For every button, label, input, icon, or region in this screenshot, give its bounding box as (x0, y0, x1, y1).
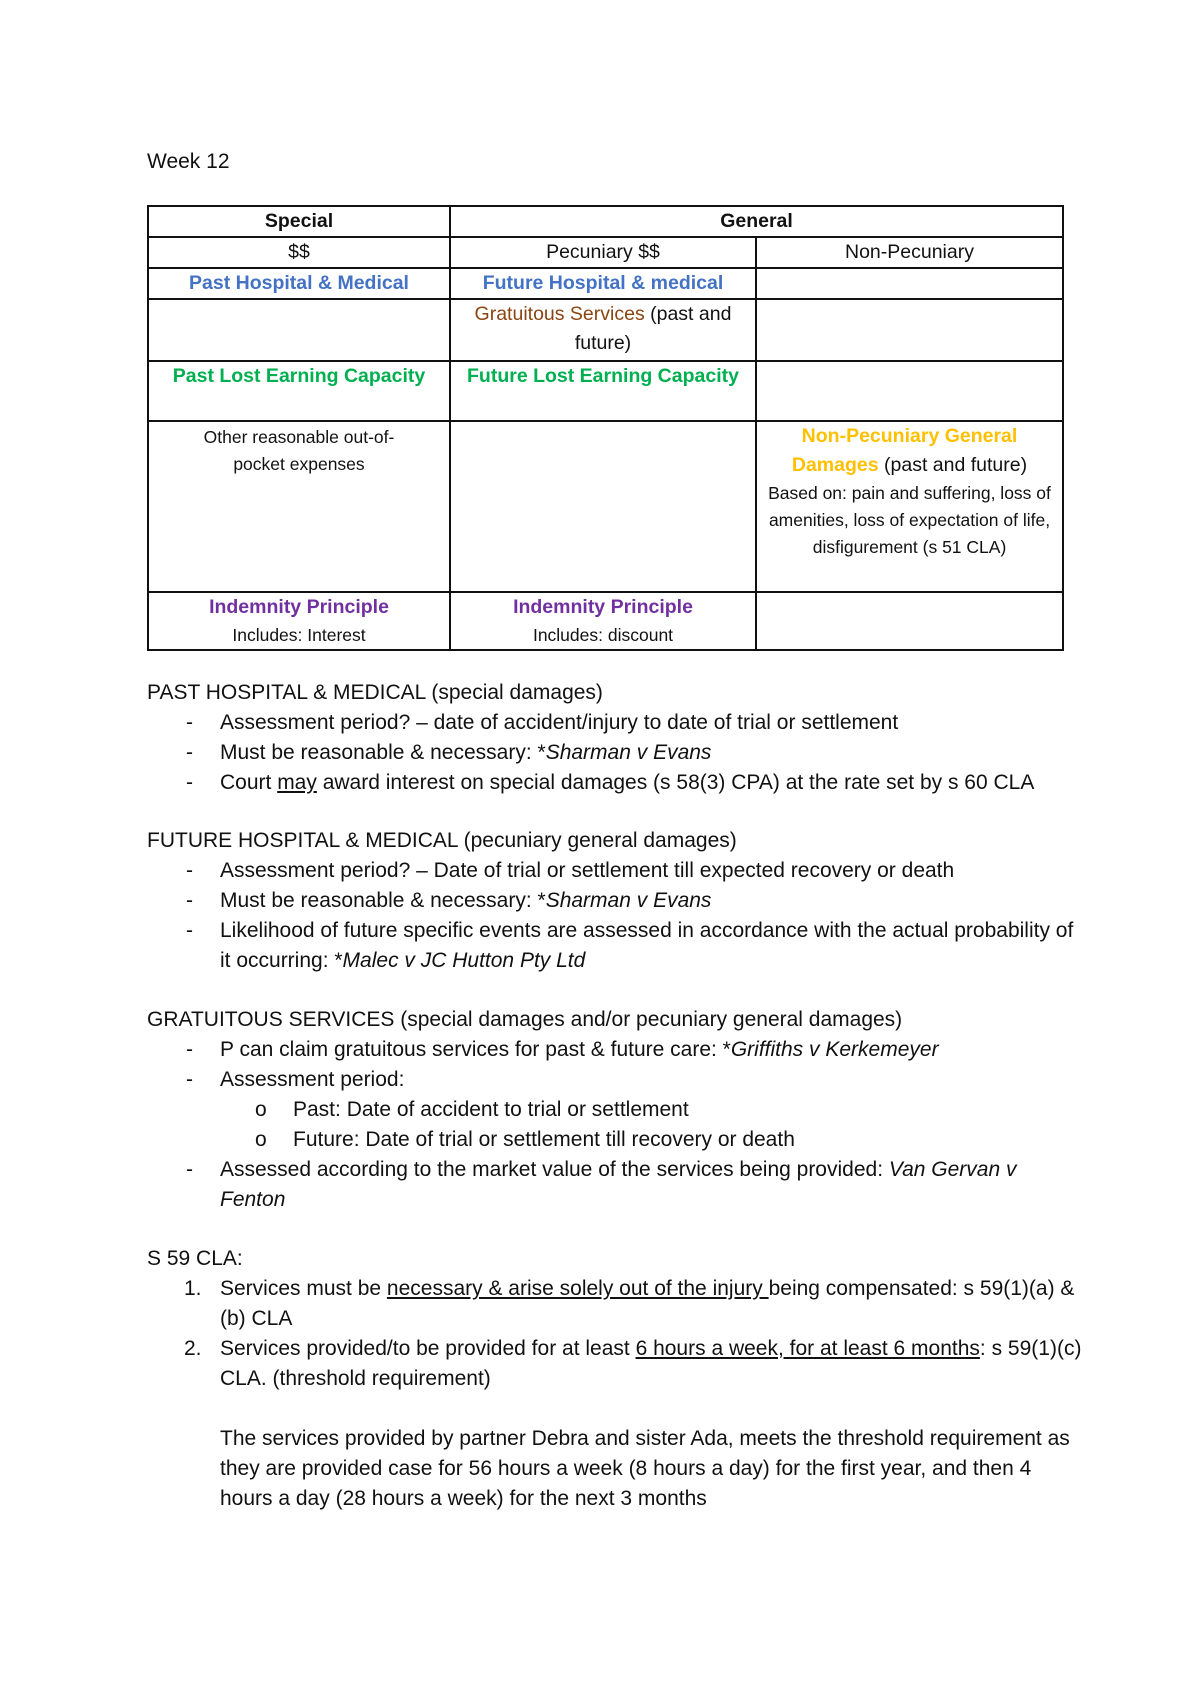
threshold-paragraph: The services provided by partner Debra and sister Ada, meets the threshold requirement as they are provided case for 56 hours a week (8 hours a day) for the first year, and then 4 hours a day (28 hours a week) for the next 3 months (220, 1427, 1070, 1510)
bullet: - P can claim gratuitous services for past & future care: *Griffiths v Kerkemeyer (147, 1035, 1087, 1065)
cell-indemnity-general (450, 592, 756, 650)
bullet: - Assessment period: o Past: Date of accident to trial or settlement o Future: Date of trial or settlement till recovery or death (147, 1065, 1087, 1155)
indemnity-note: Includes: Interest (232, 625, 366, 645)
case-citation: Malec v JC Hutton Pty Ltd (342, 949, 586, 972)
section-s59-cla (147, 1244, 1087, 1514)
week-title: Week 12 (147, 150, 230, 173)
sub-bullet: o Future: Date of trial or settlement till recovery or death (147, 1125, 1087, 1155)
cell-future-lost-earning: Future Lost Earning Capacity (450, 361, 756, 421)
cell-non-pecuniary-damages (756, 421, 1063, 592)
numbered-item: 2. Services provided/to be provided for at least 6 hours a week, for at least 6 months: s 59(1)(c) CLA. (threshold requirement) (184, 1337, 1082, 1390)
subheader-special: $$ (148, 237, 450, 268)
section-heading: S 59 CLA: (147, 1247, 243, 1270)
damages-table (147, 205, 1064, 651)
cell-future-hospital: Future Hospital & medical (450, 268, 756, 299)
cell-past-lost-earning: Past Lost Earning Capacity (148, 361, 450, 421)
cell-empty (756, 268, 1063, 299)
cell-empty (756, 299, 1063, 361)
underlined-phrase: necessary & arise solely out of the injury (386, 1277, 769, 1300)
header-general: General (450, 206, 1063, 237)
indemnity-label: Indemnity Principle (513, 596, 693, 618)
section-gratuitous-services (147, 1005, 1087, 1215)
npgd-suffix: (past and future) (884, 454, 1028, 476)
header-special: Special (148, 206, 450, 237)
bullet: - Must be reasonable & necessary: *Sharman v Evans (147, 738, 1087, 768)
gratuitous-label: Gratuitous Services (474, 303, 645, 325)
section-future-hospital (147, 826, 1087, 976)
bullet: - Assessment period? – date of accident/injury to date of trial or settlement (147, 708, 1087, 738)
case-citation: Sharman v Evans (545, 889, 712, 912)
case-citation: Griffiths v Kerkemeyer (730, 1038, 939, 1061)
cell-other-expenses: Other reasonable out-of-pocket expenses (148, 421, 450, 592)
cell-past-hospital: Past Hospital & Medical (148, 268, 450, 299)
cell-empty (148, 299, 450, 361)
case-citation: Van Gervan v Fenton (220, 1158, 1017, 1211)
bullet: - Likelihood of future specific events are assessed in accordance with the actual probability of it occurring: *Malec v JC Hutton Pty Ltd (147, 916, 1087, 976)
section-heading: GRATUITOUS SERVICES (special damages and/or pecuniary general damages) (147, 1008, 903, 1031)
bullet: - Assessment period? – Date of trial or settlement till expected recovery or death (147, 856, 1087, 886)
cell-empty (756, 592, 1063, 650)
indemnity-label: Indemnity Principle (209, 596, 389, 618)
subheader-pecuniary: Pecuniary $$ (450, 237, 756, 268)
gratuitous-suffix: (past and future) (574, 303, 732, 354)
cell-empty (450, 421, 756, 592)
bullet: - Assessed according to the market value of the services being provided: Van Gervan v Fenton (147, 1155, 1087, 1215)
case-citation: Sharman v Evans (545, 741, 712, 764)
section-heading: PAST HOSPITAL & MEDICAL (special damages) (147, 681, 603, 704)
underlined-word: may (277, 771, 317, 794)
sub-bullet: o Past: Date of accident to trial or settlement (147, 1095, 1087, 1125)
npgd-label: Non-Pecuniary General Damages (791, 425, 1018, 476)
section-heading: FUTURE HOSPITAL & MEDICAL (pecuniary general damages) (147, 829, 737, 852)
cell-indemnity-special (148, 592, 450, 650)
npgd-basis: Based on: pain and suffering, loss of amenities, loss of expectation of life, disfigurement (s 51 CLA) (768, 483, 1051, 557)
section-past-hospital (147, 678, 1087, 798)
bullet: - Court may award interest on special damages (s 58(3) CPA) at the rate set by s 60 CLA (147, 768, 1087, 798)
underlined-phrase: 6 hours a week, for at least 6 months (635, 1337, 980, 1360)
bullet: - Must be reasonable & necessary: *Sharman v Evans (147, 886, 1087, 916)
cell-gratuitous (450, 299, 756, 361)
subheader-non-pecuniary: Non-Pecuniary (756, 237, 1063, 268)
indemnity-note: Includes: discount (532, 625, 674, 645)
numbered-item: 1. Services must be necessary & arise solely out of the injury being compensated: s 59(1)(a) & (b) CLA (184, 1277, 1075, 1330)
cell-empty (756, 361, 1063, 421)
